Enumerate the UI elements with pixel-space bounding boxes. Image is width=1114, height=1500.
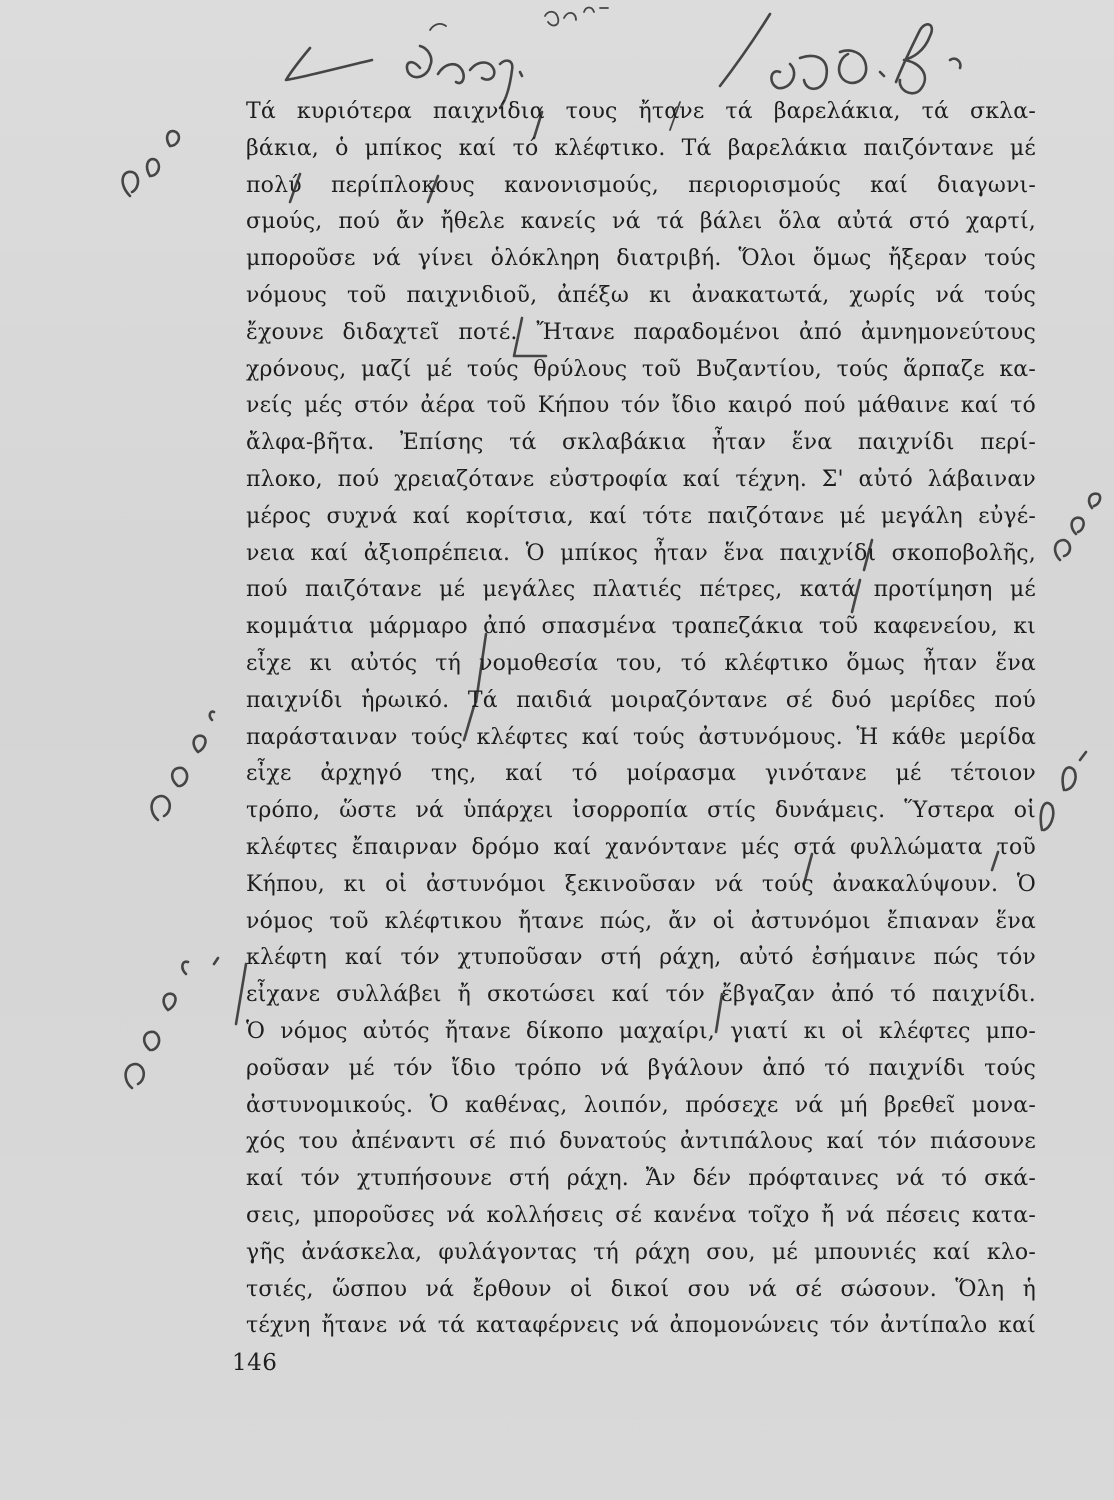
text-line-22: Κήπου, κι οἱ ἀστυνόμοι ξεκινοῦσαν νά τούς ἀνακαλύψουν. Ὁ	[246, 871, 1036, 897]
page-number: 146	[232, 1350, 278, 1376]
text-line-5: μποροῦσε νά γίνει ὁλόκληρη διατριβή. Ὅλοι ὅμως ἤξεραν τούς	[246, 246, 1036, 272]
text-line-32: γῆς ἀνάσκελα, φυλάγοντας τή ράχη σου, μέ μπουνιές καί κλο-	[246, 1239, 1036, 1265]
text-line-9: νείς μές στόν ἀέρα τοῦ Κήπου τόν ἴδιο καιρό πού μάθαινε καί τό	[246, 393, 1036, 419]
pen-right-margin-mark-1	[1055, 494, 1100, 560]
pen-left-margin-mark-1	[123, 131, 179, 196]
text-line-7: ἔχουνε διδαχτεῖ ποτέ. Ἤτανε παραδομένοι ἀπό ἀμνημονεύτους	[246, 319, 1036, 345]
text-line-13: νεια καί ἀξιοπρέπεια. Ὁ μπίκος ἦταν ἕνα παιχνίδι σκοποβολῆς,	[246, 540, 1036, 566]
text-line-24: κλέφτη καί τόν χτυποῦσαν στή ράχη, αὐτό ἐσήμαινε πώς τόν	[246, 945, 1036, 971]
pen-large-handwriting-top-right	[720, 14, 960, 93]
text-line-20: τρόπο, ὥστε νά ὑπάρχει ἰσορροπία στίς δυνάμεις. Ὕστερα οἱ	[246, 798, 1036, 824]
text-line-10: ἄλφα-βῆτα. Ἐπίσης τά σκλαβάκια ἦταν ἕνα παιχνίδι περί-	[246, 430, 1036, 456]
text-line-25: εἶχανε συλλάβει ἤ σκοτώσει καί τόν ἔβγαζαν ἀπό τό παιχνίδι.	[246, 982, 1036, 1008]
text-line-21: κλέφτες ἔπαιρναν δρόμο καί χανόντανε μές στά φυλλώματα τοῦ	[246, 834, 1036, 860]
pen-accent-top	[430, 24, 446, 30]
text-line-18: παράσταιναν τούς κλέφτες καί τούς ἀστυνόμους. Ἡ κάθε μερίδα	[246, 724, 1036, 750]
body-text	[246, 94, 1036, 1345]
text-line-23: νόμος τοῦ κλέφτικου ἤτανε πώς, ἄν οἱ ἀστυνόμοι ἔπιαναν ἕνα	[246, 908, 1036, 934]
text-line-4: σμούς, πού ἄν ἤθελε κανείς νά τά βάλει ὅλα αὐτά στό χαρτί,	[246, 209, 1036, 235]
pen-right-margin-mark-2	[1041, 752, 1086, 830]
text-line-1: Τά κυριότερα παιχνίδια τους ἤτανε τά βαρελάκια, τά σκλα-	[246, 99, 1036, 124]
text-line-6: νόμους τοῦ παιχνιδιοῦ, ἀπέξω κι ἀνακατωτά, χωρίς νά τούς	[246, 282, 1036, 308]
pen-slash-9	[236, 964, 246, 1024]
text-line-27: ροῦσαν μέ τόν ἴδιο τρόπο νά βγάλουν ἀπό τό παιχνίδι τούς	[246, 1055, 1036, 1081]
text-line-33: τσιές, ὥσπου νά ἔρθουν οἱ δικοί σου νά σέ σώσουν. Ὅλη ἡ	[246, 1276, 1036, 1302]
text-line-12: μέρος συχνά καί κορίτσια, καί τότε παιζότανε μέ μεγάλη εὐγέ-	[246, 503, 1036, 529]
text-line-8: χρόνους, μαζί μέ τούς θρύλους τοῦ Βυζαντίου, τούς ἅρπαζε κα-	[246, 356, 1036, 382]
text-line-3: πολύ περίπλοκους κανονισμούς, περιορισμούς καί διαγωνι-	[246, 172, 1036, 198]
text-line-2: βάκια, ὁ μπίκος καί τό κλέφτικο. Τά βαρελάκια παιζόντανε μέ	[246, 135, 1036, 161]
pen-left-margin-mark-3	[126, 958, 218, 1088]
text-line-11: πλοκο, πού χρειαζότανε εὐστροφία καί τέχνη. Σ' αὐτό λάβαιναν	[246, 466, 1036, 492]
text-line-14: πού παιζότανε μέ μεγάλες πλατιές πέτρες, κατά προτίμηση μέ	[246, 577, 1036, 603]
text-line-19: εἶχε ἀρχηγό της, καί τό μοίρασμα γινότανε μέ τέτοιον	[246, 761, 1036, 787]
text-line-29: χός του ἀπέναντι σέ πιό δυνατούς ἀντιπάλους καί τόν πιάσουνε	[246, 1129, 1036, 1155]
pen-left-margin-mark-2	[152, 712, 214, 820]
text-line-26: Ὁ νόμος αὐτός ἤτανε δίκοπο μαχαίρι, γιατί κι οἱ κλέφτες μπο-	[246, 1018, 1036, 1044]
pen-small-mark-top	[545, 8, 608, 26]
text-line-17: παιχνίδι ἡρωικό. Τά παιδιά μοιραζόντανε σέ δυό μερίδες πού	[246, 687, 1036, 713]
text-line-34: τέχνη ἤτανε νά τά καταφέρνεις νά ἀπομονώνεις τόν ἀντίπαλο καί	[246, 1313, 1036, 1339]
pen-stroke-top-left	[286, 48, 372, 80]
text-line-30: καί τόν χτυπήσουνε στή ράχη. Ἄν δέν πρόφταινες νά τό σκά-	[246, 1166, 1036, 1192]
text-line-31: σεις, μποροῦσες νά κολλήσεις σέ κανένα τοῖχο ἤ νά πέσεις κατα-	[246, 1202, 1036, 1228]
text-line-15: κομμάτια μάρμαρο ἀπό σπασμένα τραπεζάκια τοῦ καφενείου, κι	[246, 614, 1036, 640]
text-line-16: εἶχε κι αὐτός τή νομοθεσία του, τό κλέφτικο ὅμως ἦταν ἕνα	[246, 650, 1036, 676]
text-line-28: ἀστυνομικούς. Ὁ καθένας, λοιπόν, πρόσεχε νά μή βρεθεῖ μονα-	[246, 1092, 1036, 1118]
